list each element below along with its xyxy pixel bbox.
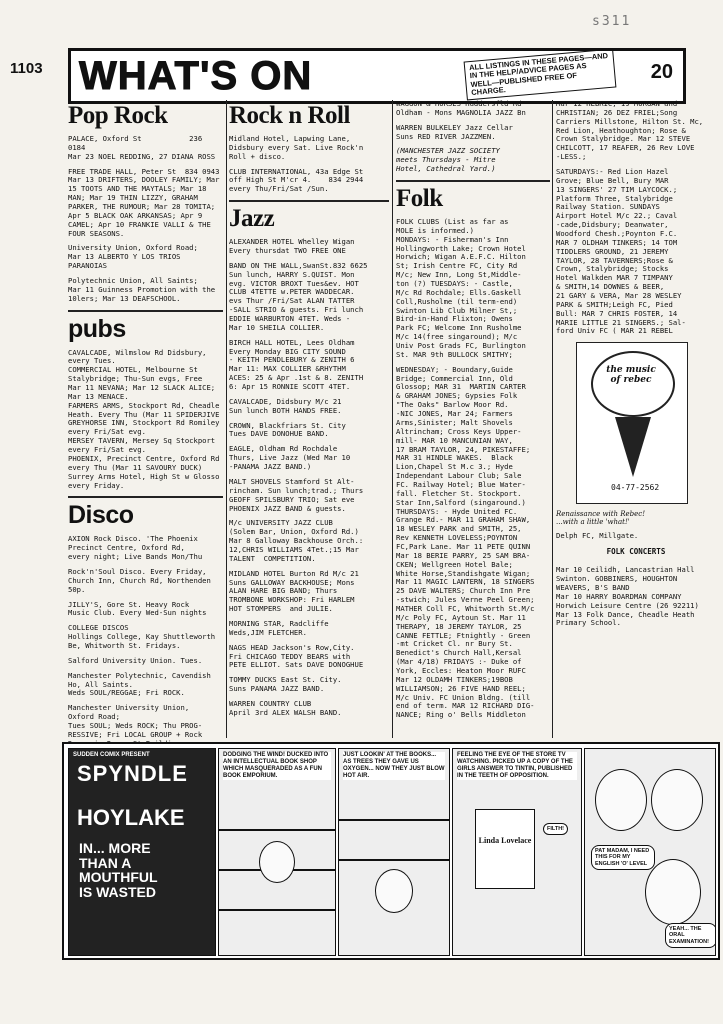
comic-strip [62, 742, 720, 960]
section-heading-folk-concerts: FOLK CONCERTS [606, 547, 666, 557]
issue-number: 20 [650, 61, 673, 83]
comic-presents: SUDDEN COMIX PRESENT [73, 752, 150, 758]
listing: CROWN, Blackfriars St. City Tues DAVE DONOHUE BAND. [229, 420, 346, 439]
page-number: 1103 [10, 60, 43, 77]
comic-caption: FEELING THE EYE OF THE STORE TV WATCHING. PICKED UP A COPY OF THE GIRLS ANSWER TO TINTIN, PUBLISHED IN THE TEETH OF OPPOSITION. [457, 752, 577, 780]
handwritten-note: Renaissance with Rebec! ...with a little 'what!' [556, 510, 646, 527]
section-heading-folk: Folk [396, 185, 443, 213]
speech-bubble: PAT MADAM, I NEED THIS FOR MY ENGLISH 'O' LEVEL [591, 845, 655, 870]
column-rocknroll-jazz [229, 100, 389, 724]
column-pop-pubs-disco [68, 100, 223, 755]
listing: PALACE, Oxford St 236 0184 Mar 23 NOEL REDDING, 27 DIANA ROSS [68, 134, 216, 161]
archive-stamp: s311 [592, 14, 632, 29]
listing: MIDLAND HOTEL Burton Rd M/c 21 Suns GALLOWAY BACKHOUSE; Mons ALAN HARE BIG BAND; Thurs TROMBONE WORKSHOP: Fri HARLEM HOT STOMPERS and JULIE. [229, 568, 359, 614]
listing: BAND ON THE WALL,SwanSt.832 6625 Sun lunch, HARRY S.QUIST. Mon evg. VICTOR BROXT Tues&ev. HOT CLUB 4TETTE w.PETER WADDECAR. evs Thur /Fri/Sat ALAN TATTER -SALL STRIO & guests. Fri lunch EDDIE WARBURTON 4TET. Weds - Mar 10 SHEILA COLLIER. [229, 260, 368, 332]
listing: MORNING STAR, Radcliffe Weds,JIM FLETCHER. [229, 618, 329, 637]
listing: WARREN COUNTRY CLUB April 3rd ALEX WALSH BAND. [229, 698, 342, 717]
listing: CAVALCADE, Didsbury M/c 21 Sun lunch BOTH HANDS FREE. [229, 396, 342, 415]
comic-panel-2 [218, 748, 336, 956]
comic-tagline: IN... MORE THAN A MOUTHFUL IS WASTED [79, 840, 158, 901]
bookshelf [219, 829, 335, 831]
listing: Salford University Union. Tues. [68, 655, 203, 665]
section-divider [229, 200, 389, 202]
bookshelf [339, 859, 449, 861]
rebec-phone: 04-77-2562 [611, 483, 660, 493]
column-rule [226, 100, 227, 738]
rebec-instrument-icon [615, 417, 651, 477]
listing: Mar 12 HEBRIC, 19 MORGAN and CHRISTIAN; 26 DEZ FRIEL;Song Carriers Millstone, Hilton St. Mc, Red Lion, Heathoughton; Rose & Crown Stalybridge. Mar 12 STEVE CHILCOTT, 17 REAFER, 26 Rev LOVE -LESS.; [556, 99, 704, 162]
listing: FREE TRADE HALL, Peter St 834 0943 Mar 13 DRIFTERS, DOOLEY FAMILY; Mar 15 TOOTS AND THE MAYTALS; Mar 18 MAN; Mar 19 THIN LIZZY, GRAHAM PARKER, THE RUMOUR; Mar 28 TOMITA; Apr 5 BLACK OAK ARKANSAS; Apr 9 CAMEL; Apr 10 FRANKIE VALLI & THE FOUR SEASONS. [68, 166, 220, 238]
listing: EAGLE, Oldham Rd Rochdale Thurs, Live Jazz (Wed Mar 10 -PANAMA JAZZ BAND.) [229, 444, 351, 472]
listing: (MANCHESTER JAZZ SOCIETY meets Thursdays - Mitre Hotel, Cathedral Yard.) [396, 146, 500, 174]
listing: JILLY'S, Gore St. Heavy Rock Music Club. Every Wed-Sun nights [68, 599, 207, 618]
section-heading-rock-n-roll: Rock n Roll [229, 102, 350, 129]
rebec-logo-text: the music of rebec [606, 365, 656, 386]
section-divider [68, 496, 223, 498]
listing: Rock'n'Soul Disco. Every Friday, Church Inn, Church Rd, Northenden 50p. [68, 566, 211, 594]
listing: University Union, Oxford Road; Mar 13 ALBERTO Y LOS TRIOS PARANOIAS [68, 243, 198, 271]
speech-bubble: YEAH... THE ORAL EXAMINATION! [665, 923, 716, 948]
comic-panel-4 [452, 748, 582, 956]
free-listings-note: ALL LISTINGS IN THESE PAGES—AND IN THE HELP/ADVICE PAGES AS WELL—PUBLISHED FREE OF CHARGE. [464, 49, 617, 101]
masthead [68, 48, 686, 104]
listing: AXION Rock Disco. 'The Phoenix Precinct Centre, Oxford Rd, every night; Live Bands Mon/Thu [68, 534, 203, 562]
section-heading-pop-rock: Pop Rock [68, 102, 168, 129]
listing: WAGGON & HORSES Huddersfld Rd Oldham - Mons MAGNOLIA JAZZ Bn [396, 99, 526, 117]
character-head-icon [375, 869, 413, 913]
magazine-cover: Linda Lovelace [475, 809, 535, 889]
comic-panel-title [68, 748, 216, 956]
listing: CAVALCADE, Wilmslow Rd Didsbury, every Tues. COMMERCIAL HOTEL, Melbourne St Stalybridge; Thu-Sun evgs, Free Mar 11 NEVANA; Mar 12 SLACK ALICE; Mar 13 MENACE. FARMERS ARMS, Stockport Rd, Cheadle Heath. Every Thu (Mar 11 SPIDERJIVE GREYHORSE INN, Stockport Rd Romiley every Fri/Sat evg. MERSEY TAVERN, Mersey Sq Stockport every Fri/Sat evg. PHOENIX, Precinct Centre, Oxford Rd every Thu (Mar 11 SAVOURY DUCK) Surrey Arms Hotel, High St w Glosso every Friday. [68, 347, 220, 490]
character-head-icon [651, 769, 703, 831]
listing: MALT SHOVELS Stamford St Alt- rincham. Sun lunch;trad.; Thurs GEOFF SPILSBURY TRIO; Sat eve PHOENIX JAZZ BAND & guests. [229, 476, 364, 513]
comic-title-1: SPYNDLE [77, 761, 188, 786]
comic-caption: DODGING THE WIND! DUCKED INTO AN INTELLECTUAL BOOK SHOP WHICH MASQUERADED AS A FUN BOOK EMPORIUM. [223, 752, 331, 780]
column-folk-continued [556, 100, 716, 634]
bookshelf [339, 819, 449, 821]
listing: CLUB INTERNATIONAL, 43a Edge St off High St M'cr 4. 834 2944 every Thu/Fri/Sat /Sun. [229, 166, 364, 194]
listing: Manchester Polytechnic, Cavendish Ho, All Saints. Weds SOUL/REGGAE; Fri ROCK. [68, 670, 211, 698]
comic-title-2: HOYLAKE [77, 805, 185, 830]
page-title: WHAT'S ON [79, 54, 313, 98]
section-heading-jazz: Jazz [229, 205, 275, 233]
listing: Polytechnic Union, All Saints; Mar 11 Guinness Promotion with the 10lers; Mar 13 DEAFSCHOOL. [68, 276, 216, 303]
listing: TOMMY DUCKS East St. City. Suns PANAMA JAZZ BAND. [229, 675, 342, 694]
section-divider [68, 310, 223, 312]
listing: WEDNESDAY; - Boundary,Guide Bridge; Commercial Inn, Old Glossop; MAR 31 MARTIN CARTER & GRAHAM JONES; Gypsies Folk "The Oaks" Barlow Moor Rd. -NIC JONES, Mar 24; Farmers Arms,Sinister; Malt Shovels Altrincham; Cross Keys Upper- mill- MAR 10 MANCUNIAN WAY, 17 BRAM TAYLOR, 24, PIKESTAFFE; MAR 31 HINDLE WAKES. Black Lion,Chapel St M.c 3.; Hyde Independant Labour Club; Sale FC. Railway Hotel; Blue Water- fall. Fletcher St. Stockport. Star Inn,Salford (singaround.) THURSDAYS: - Hyde United FC. Grange Rd.- MAR 11 GRAHAM SHAW, 18 WESLEY PARK and SMITH, 25, Rev KENNETH LOVELESS;POYNTON FC,Park Lane. Mar 11 PETE QUINN Mar 18 BERIE PARRY, 25 SAM BRA- CKEN; Wellgreen Hotel Bale; White Horse,Standishgate Wigan; Mar 11 MAGIC LANTERN, 18 SINGERS 25 DAVE WALTERS; Church Inn Pre -stwich; Jules Verne Peel Green; MATHER Coll FC, Whitworth St.M/c M/c Poly FC, Aytoun St. Mar 11 THERAPY, 18 JEREMY TAYLOR, 25 CANNE FETTLE; Ftnightly - Green -mt Cricket Cl. nr Bury St. Benedict's Church Hall,Kersal (Mar 4/18) FRIDAYS :- Duke of York, Eccles: Heaton Moor RUFC Mar 12 OLDAMH TINKERS;19BOB WILLIAMSON; 26 FIVE HAND REEL; M/c Univ. FC Union Bldng. (till end of term. MAR 12 RICHARD DIG- NANCE; Ring o' Bells Middleton [396, 364, 535, 720]
comic-panel-3 [338, 748, 450, 956]
listing: Delph FC, Millgate. [556, 531, 639, 541]
section-heading-pubs: pubs [68, 314, 126, 343]
column-rule [552, 100, 553, 738]
listing: BIRCH HALL HOTEL, Lees Oldham Every Monday BIG CITY SOUND - KEITH PENDLEBURY & ZENITH 6 Mar 11: MAX COLLIER &RHYTHM ACES: 25 & Apr .1st & 8. ZENITH 6: Apr 15 RONNIE SCOTT 4TET. [229, 337, 364, 392]
section-heading-disco: Disco [68, 501, 134, 530]
character-head-icon [259, 841, 295, 883]
listing: ALEXANDER HOTEL Whelley Wigan Every thursdat TWO FREE ONE [229, 237, 355, 256]
bookshelf [219, 909, 335, 911]
character-head-icon [645, 859, 701, 925]
listing: Midland Hotel, Lapwing Lane, Didsbury every Sat. Live Rock'n Roll + disco. [229, 134, 364, 161]
column-jazz-folk [396, 100, 550, 726]
speech-bubble: FILTH! [543, 823, 568, 835]
listing: Mar 10 Ceilidh, Lancastrian Hall Swinton. GOBBINERS, HOUGHTON WEAVERS, B'S BAND Mar 10 HARRY BOARDMAN COMPANY Horwich Leisure Centre (26 92211) Mar 13 Folk Dance, Cheadle Heath Primary School. [556, 565, 699, 628]
listing: WARREN BULKELEY Jazz Cellar Suns RED RIVER JAZZMEN. [396, 122, 513, 141]
listing: SATURDAYS:- Red Lion Hazel Grove; Blue Bell, Bury MAR 13 SINGERS' 27 TIM LAYCOCK.; Platform Three, Stalybridge Railway Station. SUNDAYS Airport Hotel M/c 22.; Caval -cade,Didsbury; Deanwater, Woodford Chesh.;Poynton F.C. MAR 7 OLDHAM TINKERS; 14 TOM TIDDLERS GROUND, 21 JEREMY TAYLOR, 28 TAVERNERS;Rose & Crown, Stalybridge; Stocks Hotel Walkden MAR 7 TIMPANY & SMITH,14 DOWNES & BEER, 21 GARY & VERA, Mar 28 WESLEY PARK & SMITH;Leigh FC, Pied Bull: MAR 7 CHRIS FOSTER, 14 MARIE LITTLE 21 SINGERS.; Sal- ford Univ FC ( MAR 21 REBEL [556, 167, 686, 336]
listing: M/c UNIVERSITY JAZZ CLUB (Solem Bar, Union, Oxford Rd.) Mar 8 Galloway Backhouse Orch.: 12,CHRIS WILLIAMS 4Tet.;15 Mar TALENT COMPETITION. [229, 518, 364, 563]
listing: Manchester University Union, Oxford Road; Tues SOUL; Weds ROCK; Thu PROG- RESSIVE; Fri LOCAL GROUP + Rock [68, 703, 203, 739]
listing: COLLEGE DISCOS Hollings College, Kay Shuttleworth Be, Whitworth St. Fridays. [68, 623, 216, 650]
listing: NAGS HEAD Jackson's Row,City. Fri CHICAGO TEDDY BEARS with PETE ELLIOT. Sats DAVE DONOGHUE [229, 642, 364, 670]
comic-panel-5 [584, 748, 716, 956]
listing: FOLK CLUBS (List as far as MOLE is informed.) MONDAYS: - Fisherman's Inn Hollingworth Lake; Crown Hotel Horwich; Wigan A.E.F.C. Hilton St; Irish Centre FC, City Rd M/c; New Inn, Long St,Middle- ton (?) TUESDAYS: - Castle, M/c Rd Rochdale; Ells.Gaskell Coll,Rusholme (til term-end) Swinton Lib Club Milner St,; Bird-in-Hand Flixton; Owens Park FC; Welcome Inn Rusholme M/c 14(free singaround); M/c Univ Post Grads FC, Burlington St. MAR 9th BULLOCK SMITHY; [396, 217, 526, 359]
character-head-icon [595, 769, 647, 831]
section-divider [396, 180, 550, 182]
comic-caption: JUST LOOKIN' AT THE BOOKS... AS TREES THEY GAVE US OXYGEN... NOW THEY JUST BLOW HOT AIR. [343, 752, 445, 779]
column-rule [392, 100, 393, 738]
rebec-advert [576, 342, 688, 504]
